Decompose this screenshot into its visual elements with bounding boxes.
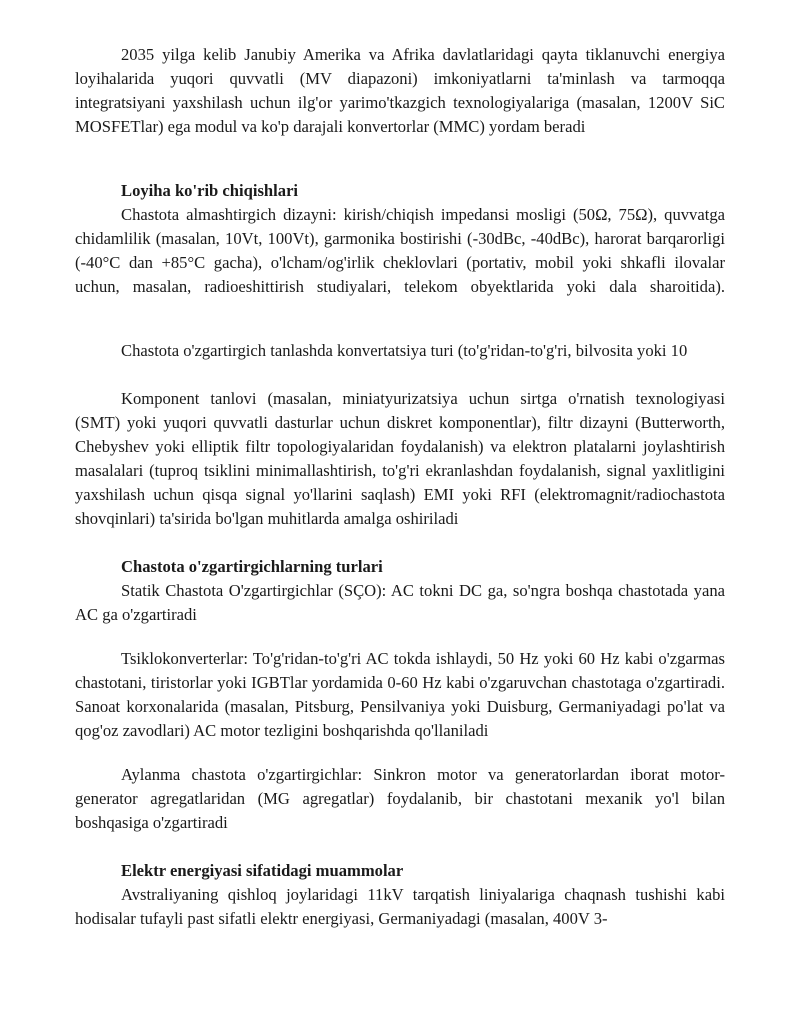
section-heading-design-considerations: Loyiha ko'rib chiqishlari: [121, 181, 299, 200]
static-converters-paragraph: Statik Chastota O'zgartirgichlar (SÇO): AC tokni DC ga, so'ngra boshqa chastotada yana AC ga o'zgartiradi: [75, 581, 725, 624]
intro-paragraph: 2035 yilga kelib Janubiy Amerika va Afrika davlatlaridagi qayta tiklanuvchi energiya loyihalarida yuqori quvvatli (MV diapazoni) imkoniyatlarni ta'minlash va tarmoqqa integratsiyani yaxshilash uchun ilg'or yarimo'tkazgich texnologiyalariga (masalan, 1200V SiC MOSFETlar) ega modul va ko'p darajali konvertorlar (MMC) yordam beradi: [75, 45, 725, 136]
document-page: [75, 43, 725, 931]
section-heading-power-quality: Elektr energiyasi sifatidagi muammolar: [121, 861, 404, 880]
rotary-converters-paragraph: Aylanma chastota o'zgartirgichlar: Sinkron motor va generatorlardan iborat motor-generator agregatlaridan (MG agregatlar) foydalanib, bir chastotani mexanik yo'l bilan boshqasiga o'zgartiradi: [75, 765, 725, 832]
section-heading-types: Chastota o'zgartirgichlarning turlari: [121, 557, 383, 576]
component-paragraph: Komponent tanlovi (masalan, miniatyurizatsiya uchun sirtga o'rnatish texnologiyasi (SMT) yoki yuqori quvvatli dasturlar uchun diskret komponentlar), filtr dizayni (Butterworth, Chebyshev yoki elliptik filtr topologiyalaridan foydalanish) va elektron platalarni joylashtirish masalalari (tuproq tsiklini minimallashtirish, to'g'ri ekranlashdan foydalanish, signal yaxlitligini yaxshilash uchun qisqa signal yo'llarini saqlash) EMI yoki RFI (elektromagnit/radiochastota shovqinlari) ta'sirida bo'lgan muhitlarda amalga oshiriladi: [75, 389, 725, 528]
design-paragraph: Chastota almashtirgich dizayni: kirish/chiqish impedansi mosligi (50Ω, 75Ω), quvvatga chidamlilik (masalan, 10Vt, 100Vt), garmonika bostirishi (-30dBc, -40dBc), harorat barqarorligi (-40°C dan +85°C gacha), o'lcham/og'irlik cheklovlari (portativ, mobil yoki shkafli ilovalar uchun, masalan, radioeshittirish studiyalari, telekom obyektlarida yoki dala sharoitida).: [75, 205, 725, 296]
power-quality-paragraph: Avstraliyaning qishloq joylaridagi 11kV tarqatish liniyalariga chaqnash tushishi kabi hodisalar tufayli past sifatli elektr energiyasi, Germaniyadagi (masalan, 400V 3-: [75, 885, 725, 928]
cycloconverters-paragraph: Tsiklokonverterlar: To'g'ridan-to'g'ri AC tokda ishlaydi, 50 Hz yoki 60 Hz kabi o'zgarmas chastotani, tiristorlar yoki IGBTlar yordamida 0-60 Hz kabi o'zgaruvchan chastotaga o'zgartiradi. Sanoat korxonalarida (masalan, Pitsburg, Pensilvaniya yoki Duisburg, Germaniyadagi po'lat va qog'oz zavodlari) AC motor tezligini boshqarishda qo'llaniladi: [75, 649, 725, 740]
selection-paragraph: Chastota o'zgartirgich tanlashda konvertatsiya turi (to'g'ridan-to'g'ri, bilvosita yoki 10: [121, 341, 688, 360]
